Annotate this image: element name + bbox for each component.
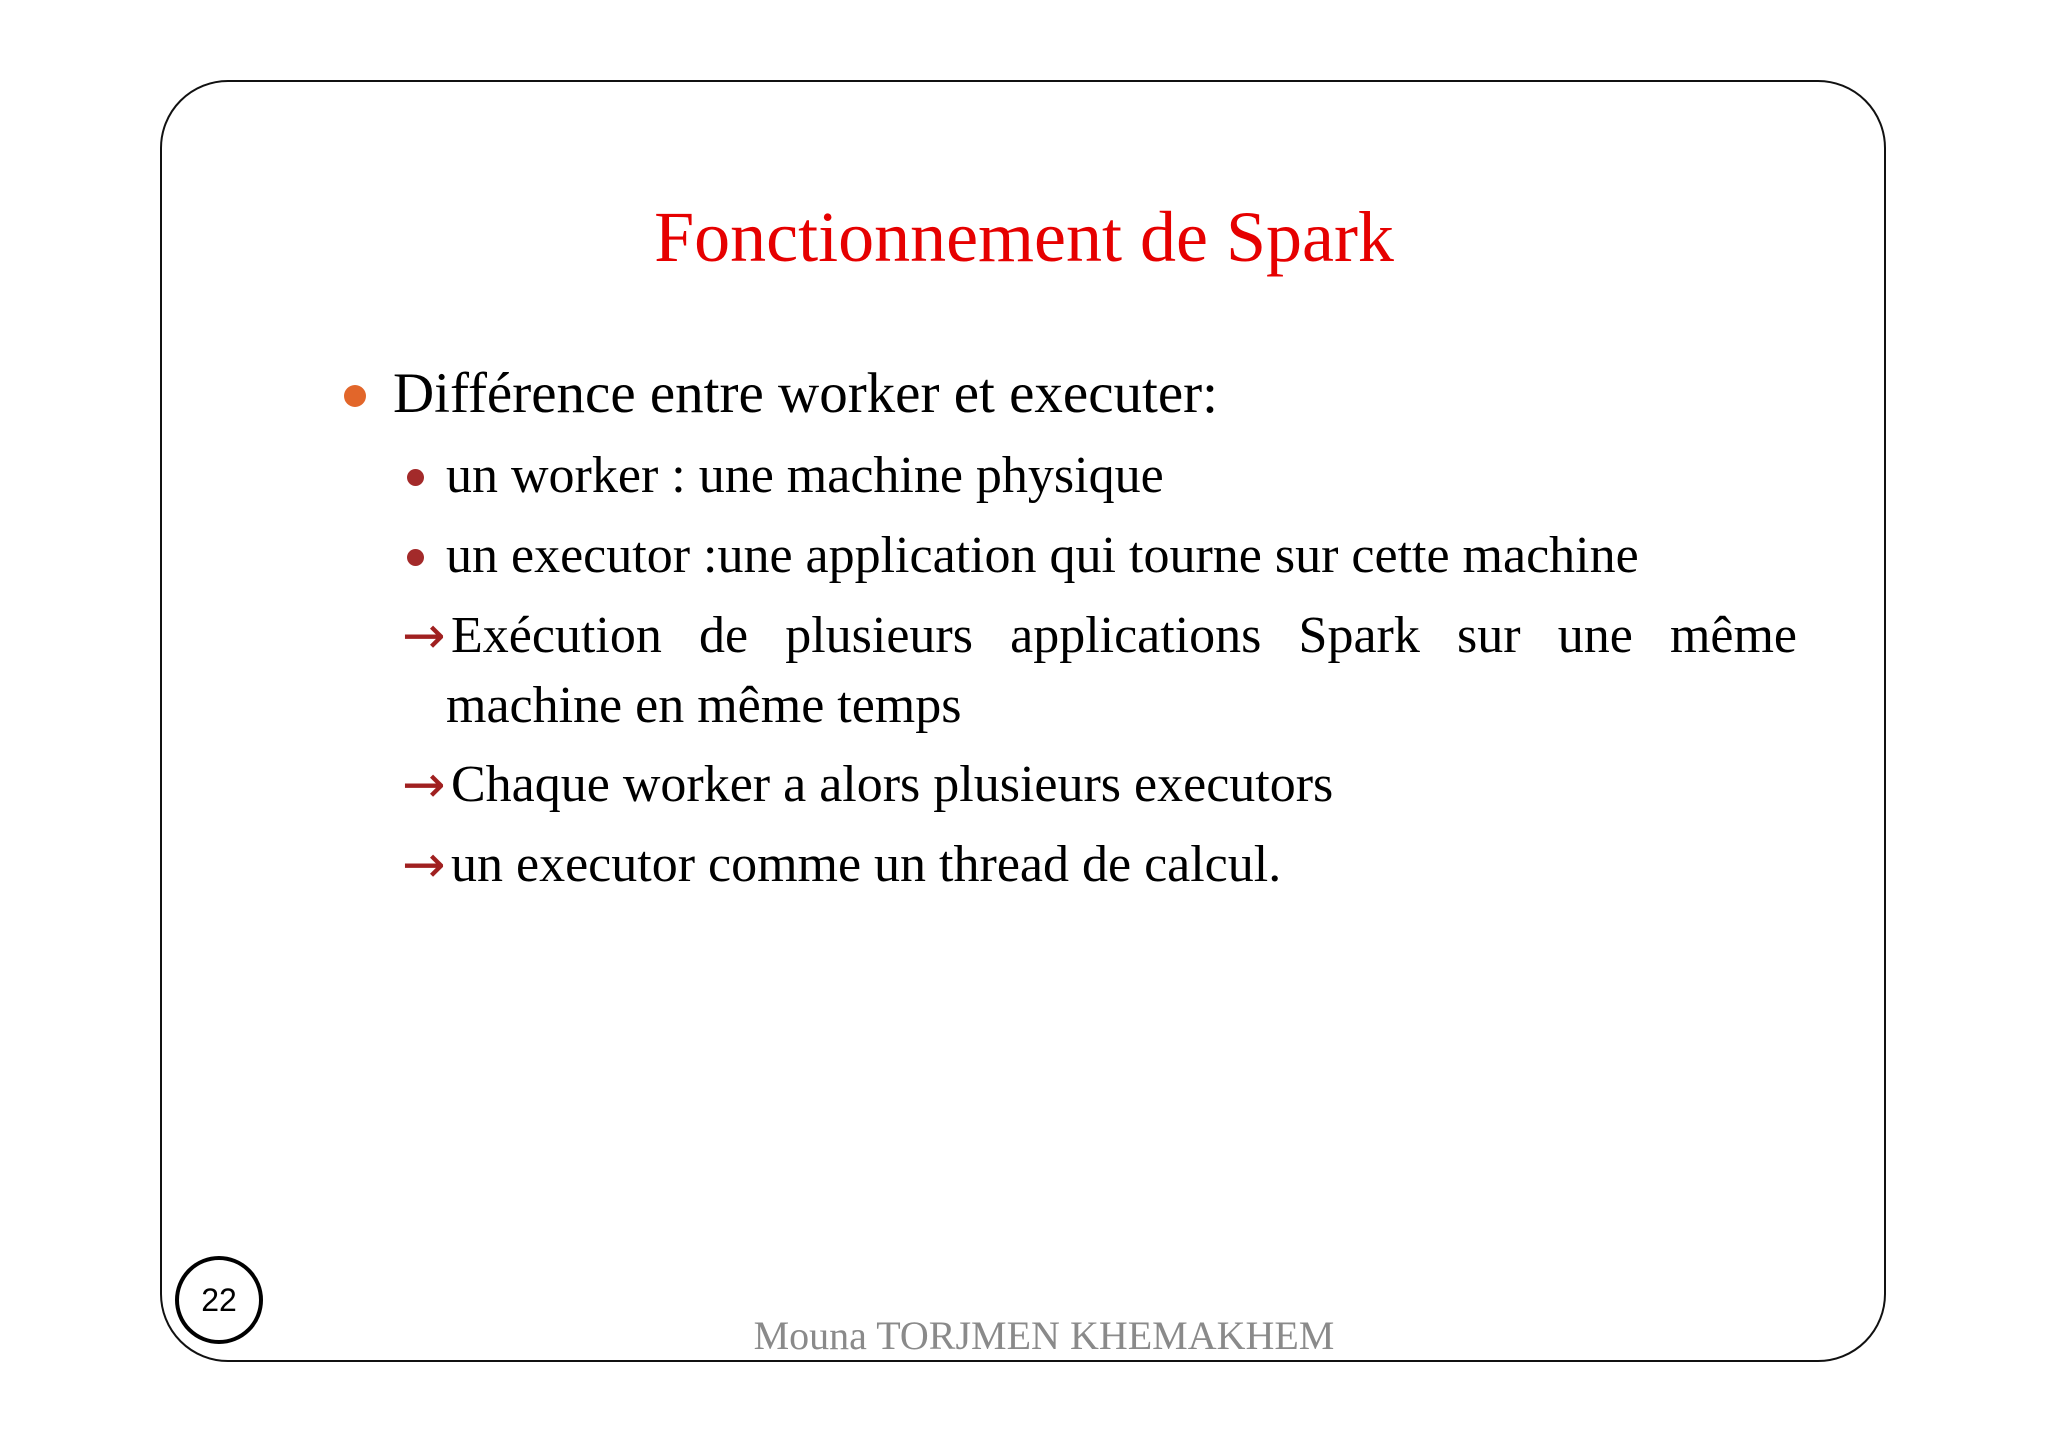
page-number: 22: [201, 1281, 237, 1318]
arrow-item-text: un executor comme un thread de calcul.: [451, 836, 1282, 893]
sub-bullet-dot-icon: [407, 549, 424, 566]
arrow-right-icon: →: [402, 835, 446, 895]
arrow-item-text-continued: machine en même temps: [446, 677, 962, 734]
slide-title: Fonctionnement de Spark: [654, 197, 1394, 277]
arrow-right-icon: →: [402, 755, 446, 815]
main-bullet-text: Différence entre worker et executer:: [393, 362, 1218, 425]
arrow-right-icon: →: [402, 606, 446, 666]
sub-bullet-text: un worker : une machine physique: [446, 447, 1164, 504]
sub-bullet-text: un executor :une application qui tourne sur cette machine: [446, 527, 1639, 584]
sub-bullet-dot-icon: [407, 469, 424, 486]
bullet-dot-icon: [344, 385, 366, 407]
footer-author: Mouna TORJMEN KHEMAKHEM: [753, 1313, 1335, 1358]
arrow-item-text: Chaque worker a alors plusieurs executors: [451, 756, 1334, 813]
arrow-item-text: Exécution de plusieurs applications Spark sur une même: [451, 607, 1797, 664]
